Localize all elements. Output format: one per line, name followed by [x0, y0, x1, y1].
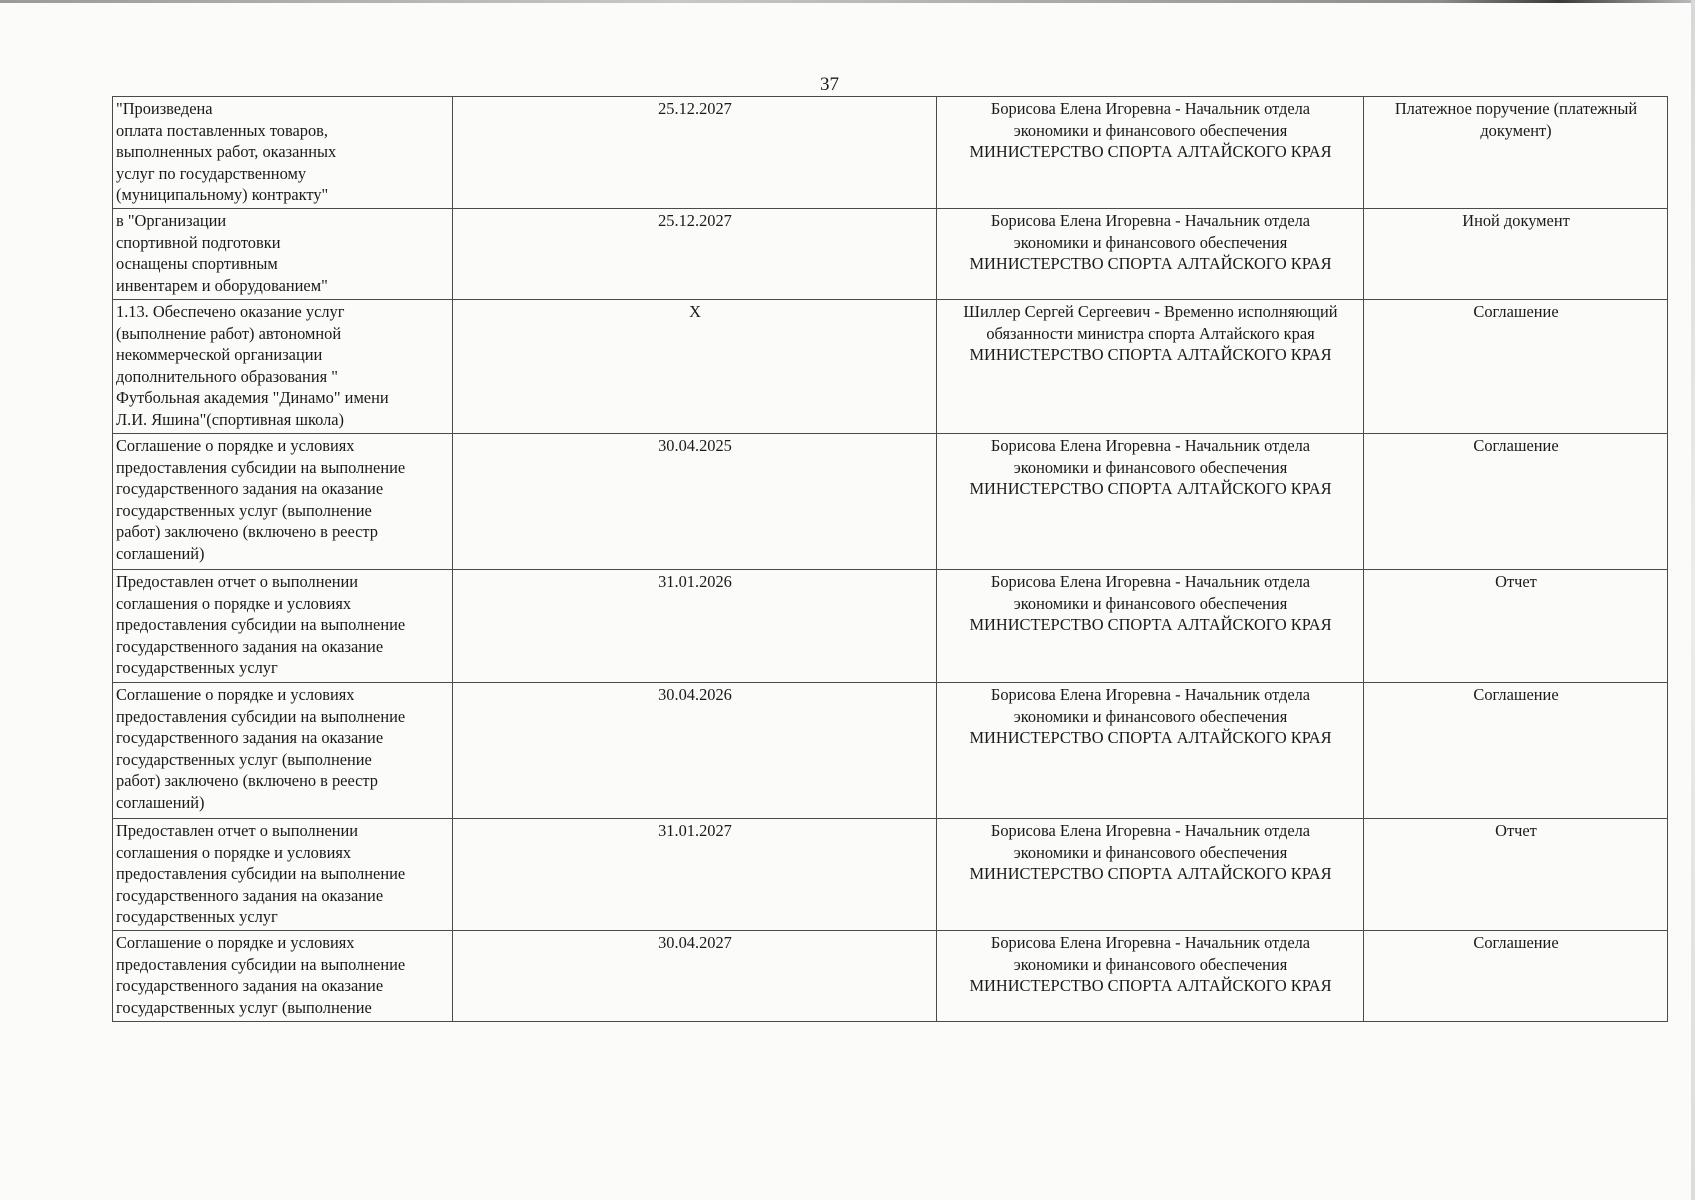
- date-cell: 30.04.2027: [453, 931, 937, 1022]
- event-cell: Соглашение о порядке и условиях предоставления субсидии на выполнение государственного задания на оказание государственных услуг (выполнение: [113, 931, 453, 1022]
- scan-edge-right: [1691, 0, 1695, 1200]
- responsible-cell: Шиллер Сергей Сергеевич - Временно исполняющий обязанности министра спорта Алтайского края МИНИСТЕРСТВО СПОРТА АЛТАЙСКОГО КРАЯ: [937, 300, 1364, 434]
- responsible-cell: Борисова Елена Игоревна - Начальник отдела экономики и финансового обеспечения МИНИСТЕРСТВО СПОРТА АЛТАЙСКОГО КРАЯ: [937, 819, 1364, 931]
- control-points-table: [112, 96, 1668, 1022]
- date-cell: 30.04.2025: [453, 434, 937, 570]
- table-row: [113, 300, 1668, 434]
- table-row: [113, 931, 1668, 1022]
- event-cell: Предоставлен отчет о выполнении соглашения о порядке и условиях предоставления субсидии на выполнение государственного задания на оказание государственных услуг: [113, 819, 453, 931]
- document-type-cell: Соглашение: [1364, 683, 1668, 819]
- date-cell: X: [453, 300, 937, 434]
- page-number: 37: [820, 74, 839, 95]
- responsible-cell: Борисова Елена Игоревна - Начальник отдела экономики и финансового обеспечения МИНИСТЕРСТВО СПОРТА АЛТАЙСКОГО КРАЯ: [937, 683, 1364, 819]
- event-cell: "Произведена оплата поставленных товаров, выполненных работ, оказанных услуг по государственному (муниципальному) контракту": [113, 97, 453, 209]
- responsible-cell: Борисова Елена Игоревна - Начальник отдела экономики и финансового обеспечения МИНИСТЕРСТВО СПОРТА АЛТАЙСКОГО КРАЯ: [937, 97, 1364, 209]
- table-row: [113, 683, 1668, 819]
- date-cell: 31.01.2026: [453, 570, 937, 683]
- date-cell: 25.12.2027: [453, 97, 937, 209]
- table-row: [113, 209, 1668, 300]
- event-cell: в "Организации спортивной подготовки оснащены спортивным инвентарем и оборудованием": [113, 209, 453, 300]
- responsible-cell: Борисова Елена Игоревна - Начальник отдела экономики и финансового обеспечения МИНИСТЕРСТВО СПОРТА АЛТАЙСКОГО КРАЯ: [937, 209, 1364, 300]
- document-type-cell: Соглашение: [1364, 931, 1668, 1022]
- event-cell: 1.13. Обеспечено оказание услуг (выполнение работ) автономной некоммерческой организации дополнительного образования " Футбольная академия "Динамо" имени Л.И. Яшина"(спортивная школа): [113, 300, 453, 434]
- table-row: [113, 570, 1668, 683]
- event-cell: Соглашение о порядке и условиях предоставления субсидии на выполнение государственного задания на оказание государственных услуг (выполнение работ) заключено (включено в реестр соглашений): [113, 434, 453, 570]
- document-type-cell: Соглашение: [1364, 300, 1668, 434]
- responsible-cell: Борисова Елена Игоревна - Начальник отдела экономики и финансового обеспечения МИНИСТЕРСТВО СПОРТА АЛТАЙСКОГО КРАЯ: [937, 570, 1364, 683]
- table-row: [113, 97, 1668, 209]
- table-row: [113, 819, 1668, 931]
- responsible-cell: Борисова Елена Игоревна - Начальник отдела экономики и финансового обеспечения МИНИСТЕРСТВО СПОРТА АЛТАЙСКОГО КРАЯ: [937, 931, 1364, 1022]
- date-cell: 25.12.2027: [453, 209, 937, 300]
- date-cell: 31.01.2027: [453, 819, 937, 931]
- date-cell: 30.04.2026: [453, 683, 937, 819]
- document-type-cell: Платежное поручение (платежный документ): [1364, 97, 1668, 209]
- scan-edge-top: [0, 0, 1695, 3]
- document-type-cell: Иной документ: [1364, 209, 1668, 300]
- document-type-cell: Соглашение: [1364, 434, 1668, 570]
- document-type-cell: Отчет: [1364, 570, 1668, 683]
- responsible-cell: Борисова Елена Игоревна - Начальник отдела экономики и финансового обеспечения МИНИСТЕРСТВО СПОРТА АЛТАЙСКОГО КРАЯ: [937, 434, 1364, 570]
- event-cell: Предоставлен отчет о выполнении соглашения о порядке и условиях предоставления субсидии на выполнение государственного задания на оказание государственных услуг: [113, 570, 453, 683]
- document-type-cell: Отчет: [1364, 819, 1668, 931]
- table-row: [113, 434, 1668, 570]
- event-cell: Соглашение о порядке и условиях предоставления субсидии на выполнение государственного задания на оказание государственных услуг (выполнение работ) заключено (включено в реестр соглашений): [113, 683, 453, 819]
